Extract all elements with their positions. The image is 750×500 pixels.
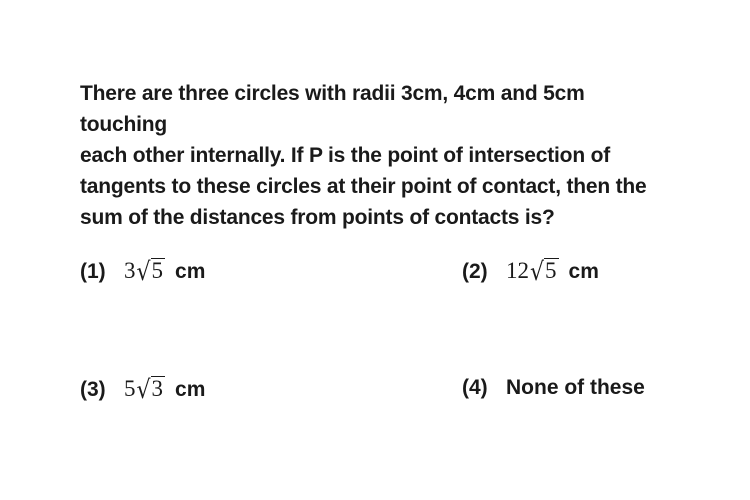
question-line: each other internally. If P is the point of intersection of — [80, 144, 610, 167]
option-number: (4) — [462, 376, 488, 399]
question-text — [80, 78, 670, 233]
option-number: (2) — [462, 260, 488, 283]
square-root-sign: √ — [136, 258, 151, 287]
question-line: sum of the distances from points of contacts is? — [80, 206, 555, 229]
unit-label: cm — [175, 378, 206, 401]
radicand: 5 — [151, 258, 164, 283]
square-root-sign: √ — [530, 258, 545, 287]
option-value — [124, 376, 165, 405]
option-value — [124, 258, 165, 287]
option-value — [506, 258, 559, 287]
radicand: 3 — [151, 376, 164, 401]
question-line: There are three circles with radii 3cm, 4cm and 5cm touching — [80, 82, 585, 136]
coefficient: 5 — [124, 376, 136, 401]
option-number: (3) — [80, 378, 106, 401]
option-2[interactable] — [462, 258, 599, 287]
option-3[interactable] — [80, 376, 206, 405]
option-4[interactable] — [462, 376, 645, 400]
coefficient: 12 — [506, 258, 529, 283]
unit-label: cm — [568, 260, 599, 283]
coefficient: 3 — [124, 258, 136, 283]
option-text: None of these — [506, 376, 645, 399]
option-1[interactable] — [80, 258, 206, 287]
square-root-sign: √ — [136, 376, 151, 405]
option-number: (1) — [80, 260, 106, 283]
radicand: 5 — [545, 258, 557, 283]
unit-label: cm — [175, 260, 206, 283]
question-line: tangents to these circles at their point of contact, then the — [80, 175, 647, 198]
